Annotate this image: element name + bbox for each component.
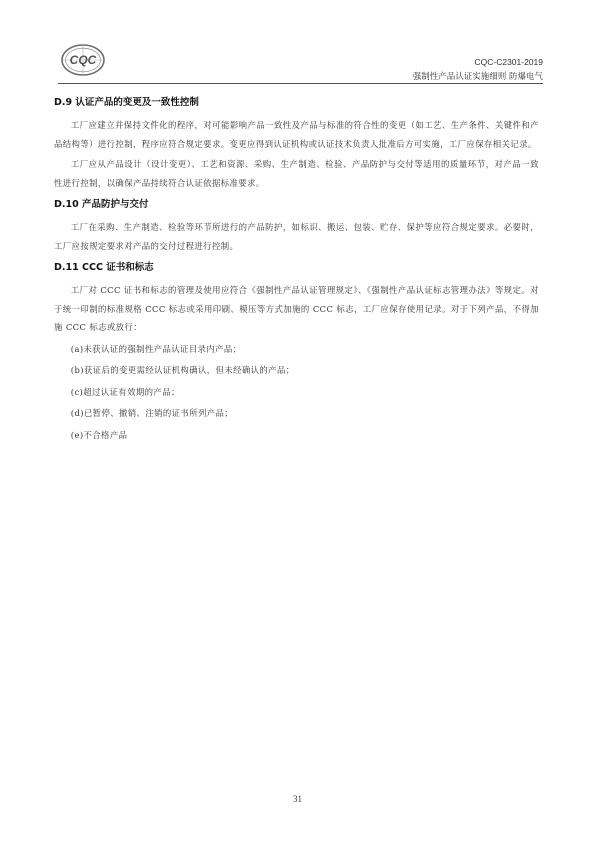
- document-title: 强制性产品认证实施细则 防爆电气: [412, 72, 543, 82]
- section-heading: D.9 认证产品的变更及一致性控制: [54, 97, 199, 108]
- section-d11: [54, 261, 539, 444]
- list-item: (c)超过认证有效期的产品；: [70, 386, 180, 397]
- list-item: (b)获证后的变更需经认证机构确认，但未经确认的产品；: [70, 365, 295, 375]
- list-item: (e)不合格产品: [70, 429, 128, 440]
- logo-text: CQC: [69, 53, 97, 67]
- section-d9: [54, 96, 539, 192]
- list-item: (d)已暂停、撤销、注销的证书所列产品；: [70, 408, 234, 418]
- paragraph: 工厂应从产品设计（设计变更）、工艺和资源、采购、生产制造、检验、产品防护与交付等适用的质量环节，对产品一致性进行控制，以确保产品持续符合认证依据标准要求。: [54, 159, 539, 188]
- document-code: CQC-C2301-2019: [474, 57, 543, 67]
- page-number: 31: [293, 794, 302, 804]
- cqc-logo-icon: [60, 42, 106, 78]
- paragraph: 工厂应建立并保持文件化的程序，对可能影响产品一致性及产品与标准的符合性的变更（如工艺、生产条件、关键件和产品结构等）进行控制，程序应符合规定要求。变更应得到认证机构或认证技术负责人批准后方可实施，工厂应保存相关记录。: [54, 120, 539, 149]
- header-divider: [58, 83, 543, 84]
- section-heading: D.11 CCC 证书和标志: [54, 262, 154, 273]
- paragraph: 工厂在采购、生产制造、检验等环节所进行的产品防护，如标识、搬运、包装、贮存、保护等应符合规定要求。必要时，工厂应按规定要求对产品的交付过程进行控制。: [54, 222, 539, 251]
- section-d10: [54, 198, 539, 255]
- document-body: [54, 96, 539, 444]
- list-item: (a)未获认证的强制性产品认证目录内产品；: [70, 343, 242, 354]
- paragraph: 工厂对 CCC 证书和标志的管理及使用应符合《强制性产品认证管理规定》、《强制性产品认证标志管理办法》等规定。对于统一印制的标准规格 CCC 标志或采用印刷、模压等方式加施的 CCC 标志，工厂应保存使用记录。对于下列产品，不得加施 CCC 标志或放行：: [54, 285, 539, 332]
- section-heading: D.10 产品防护与交付: [54, 199, 149, 210]
